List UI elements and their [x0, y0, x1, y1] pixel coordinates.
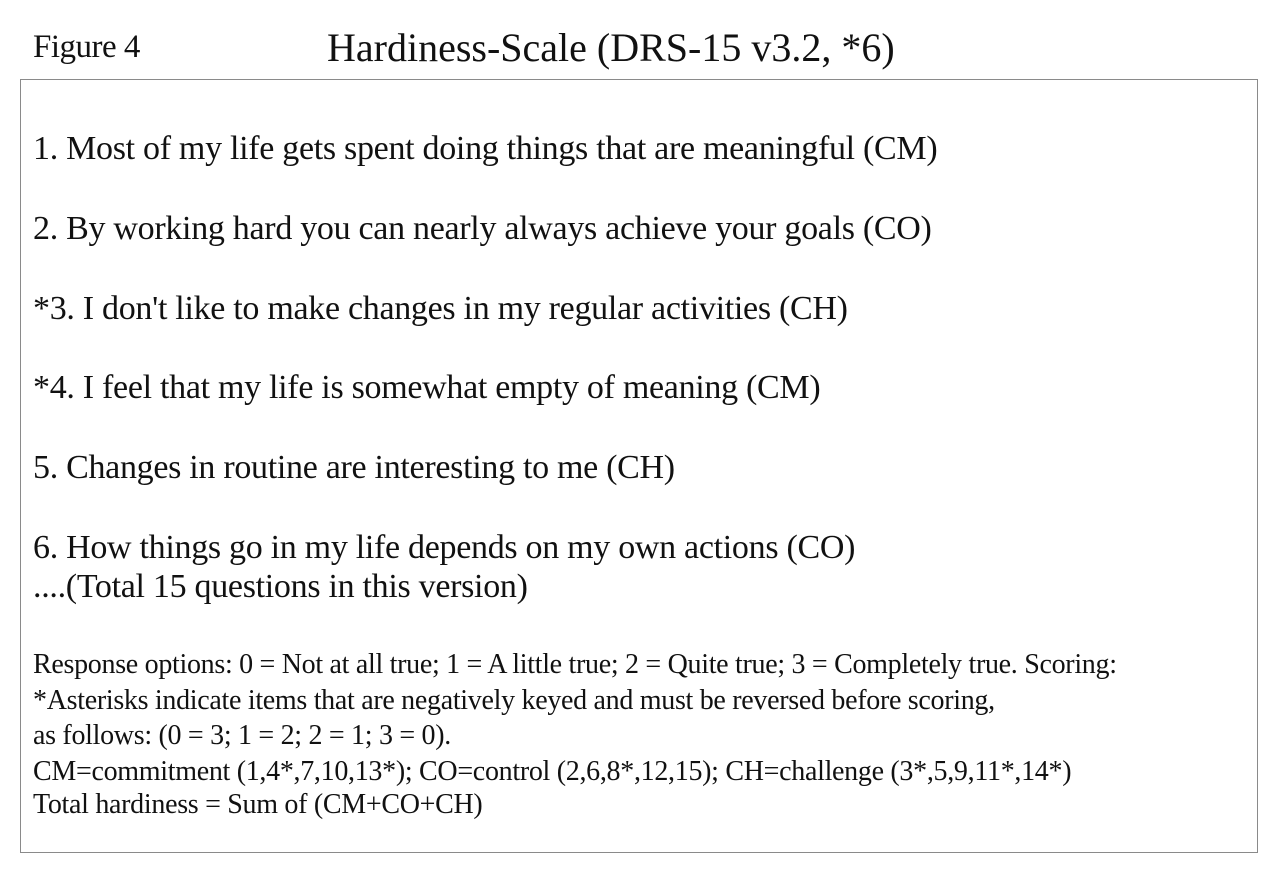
- figure-title: Hardiness-Scale (DRS-15 v3.2, *6): [327, 25, 895, 70]
- scale-item-6: 6. How things go in my life depends on my own actions (CO): [33, 529, 856, 566]
- subscale-definitions-note: CM=commitment (1,4*,7,10,13*); CO=control (2,6,8*,12,15); CH=challenge (3*,5,9,11*,14*): [33, 756, 1072, 787]
- figure-label: Figure 4: [33, 29, 140, 65]
- scale-item-5: 5. Changes in routine are interesting to me (CH): [33, 449, 675, 486]
- response-options-note: Response options: 0 = Not at all true; 1 = A little true; 2 = Quite true; 3 = Completely true. Scoring:: [33, 649, 1117, 680]
- total-hardiness-note: Total hardiness = Sum of (CM+CO+CH): [33, 789, 483, 820]
- scale-item-1: 1. Most of my life gets spent doing things that are meaningful (CM): [33, 130, 938, 167]
- reverse-scoring-note: *Asterisks indicate items that are negatively keyed and must be reversed before scoring,: [33, 685, 995, 716]
- scale-item-3: *3. I don't like to make changes in my regular activities (CH): [33, 290, 848, 327]
- total-questions-note: ....(Total 15 questions in this version): [33, 568, 528, 605]
- scale-item-2: 2. By working hard you can nearly always achieve your goals (CO): [33, 210, 932, 247]
- scale-item-4: *4. I feel that my life is somewhat empty of meaning (CM): [33, 369, 821, 406]
- reverse-mapping-note: as follows: (0 = 3; 1 = 2; 2 = 1; 3 = 0).: [33, 720, 451, 751]
